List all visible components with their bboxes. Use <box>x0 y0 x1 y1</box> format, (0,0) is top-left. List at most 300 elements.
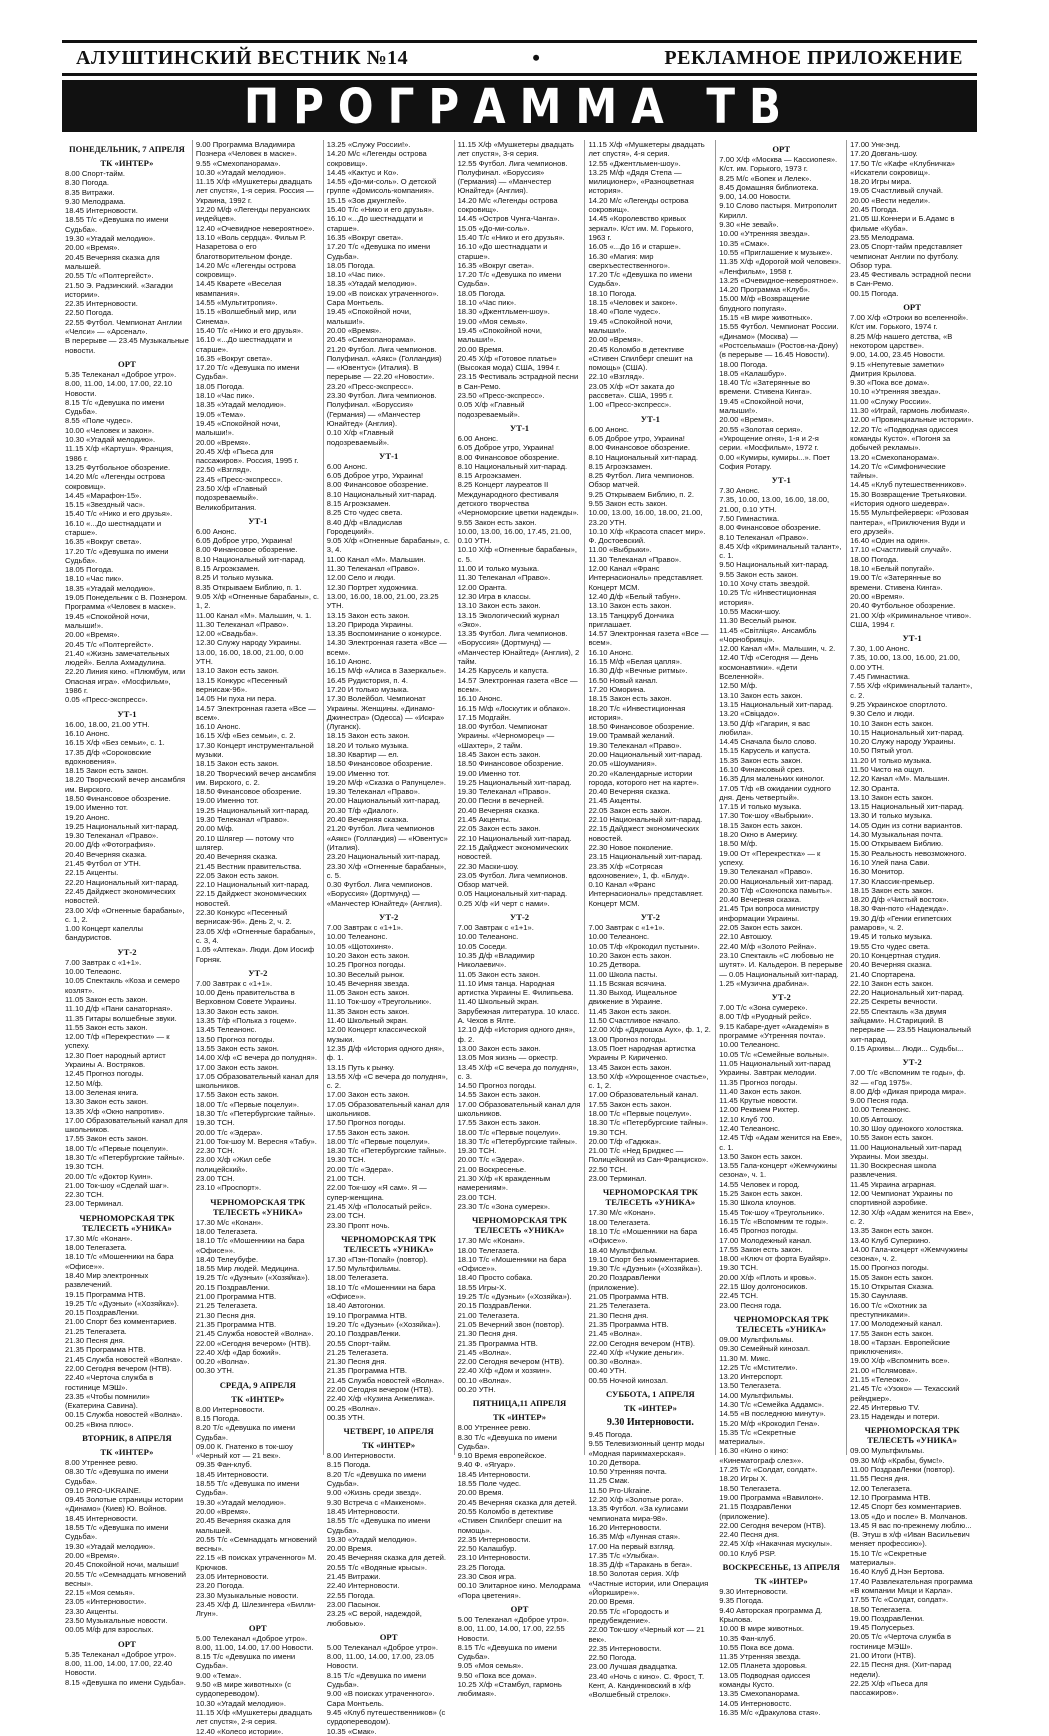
section-heading: ОРТ <box>118 358 136 369</box>
program-entry: 20.00 «Время». <box>65 243 120 253</box>
program-entry: 23.30 Своя игра. <box>457 1572 517 1582</box>
program-entry: 22.15 Дайджест экономических новостей. <box>457 842 569 862</box>
program-entry: 17.55 Закон есть закон. <box>850 1328 934 1338</box>
schedule-column <box>192 140 323 1736</box>
program-entry: 19.00 Именно тот. <box>195 796 259 806</box>
program-entry: 8.10 Национальный хит-парад. <box>195 554 306 564</box>
program-entry: 20.00 Время. <box>457 1488 504 1498</box>
section-heading: ЧЕРНОМОРСКАЯ ТРК ТЕЛЕСЕТЬ «УНИКА» <box>733 1313 829 1334</box>
program-entry: 17.00 Образовательный канал для школьников. <box>65 1115 188 1135</box>
program-entry: 12.10 Программа НТВ. <box>850 1492 931 1502</box>
program-entry: 22.25 Секреты вечности. <box>850 997 938 1007</box>
program-entry: 8.25 М/с «Бопек и Лелек». <box>719 173 812 183</box>
program-entry: 19.00 Именно тот. <box>65 803 128 813</box>
program-entry: 0.05 Х/ф «Главный подозреваемый». <box>457 400 525 419</box>
program-entry: 16.30 Д/ф «Вечные ритмы». <box>588 666 688 676</box>
program-entry: 9.10 Слово пастыря. Митрополит Кирилл. <box>719 201 838 220</box>
program-entry: 18.00 Телегазета. <box>65 1243 127 1253</box>
schedule-column <box>584 140 715 1700</box>
section-heading: ТК «ИНТЕР» <box>100 158 154 168</box>
program-entry: 20.40 Вечерняя сказка. <box>65 849 147 859</box>
program-entry: 19.30 ТСН. <box>195 1118 235 1128</box>
program-entry: 19.30 ТСН. <box>457 1146 497 1156</box>
program-entry: 21.35 Программа НТВ. <box>65 1345 146 1355</box>
section-heading: УТ-1 <box>902 633 922 644</box>
program-entry: 20.55 Т/с «Семнадцать мгновений весны». <box>195 1534 317 1554</box>
program-entry: 23.35 Х/ф «Сотрясая вдохновение», 1, ф. «Блуд». <box>588 861 690 880</box>
program-entry: 8.20 Т/с «Девушка по имени Судьба». <box>326 1469 426 1489</box>
program-entry: 19.10 Программа НТВ. <box>326 1310 408 1320</box>
program-entry: 10.35 Д/ф «Владимир Николаевич». <box>457 950 535 970</box>
program-entry: 5.00 Телеканал «Доброе утро». <box>457 1614 569 1624</box>
program-entry: 20.00 «Время». <box>195 437 251 447</box>
program-entry: 0.10 Канал «Франс Интернасиональ» представляет. Концерт МСМ. <box>588 880 704 908</box>
program-entry: 12.40 «Очевидное невероятное». <box>195 223 315 233</box>
program-entry: 18.15 Закон есть закон. <box>850 885 934 895</box>
program-entry: 20.20 ПоздравЛенки (приложение). <box>588 1273 661 1292</box>
program-entry: 17.30 М/с «Конан». <box>195 1217 264 1227</box>
program-entry: 12.10 Д/ф «История одного дня», ф. 2. <box>457 1025 575 1044</box>
program-entry: 11.10 Д/ф «Пани санаторная». <box>65 1004 173 1014</box>
section-heading: ПОНЕДЕЛЬНИК, 7 АПРЕЛЯ <box>68 144 185 154</box>
program-entry: 19.00 Именно тот. <box>326 768 390 778</box>
program-entry: 18.10 «Час пик». <box>65 574 124 584</box>
program-entry: 19.30 «Угадай мелодию». <box>326 1534 417 1544</box>
program-entry: 16.35 «Вокруг света». <box>195 353 273 363</box>
program-entry: 21.00 «Пслямова». <box>850 1365 918 1375</box>
program-entry: 20.00 Т/ф «Гадюка». <box>588 1136 661 1146</box>
program-entry: 19.30 ТСН. <box>588 1127 628 1137</box>
program-entry: 23.30 Музыкальные новости. <box>195 1590 299 1600</box>
program-entry: 23.45 «Пресс-экспресс». <box>195 474 283 484</box>
program-entry: 20.40 Вечерняя сказка. <box>588 787 671 797</box>
program-entry: 13.10 Закон есть закон. <box>195 666 279 676</box>
program-entry: 23.00 Пасынок. <box>326 1599 381 1609</box>
program-entry: 18.40 Простo собака. <box>457 1273 533 1283</box>
program-entry: 19.30 Телеканал «Право». <box>457 787 551 797</box>
section-heading: УТ-1 <box>248 515 268 526</box>
program-entry: 11.30 Воскресная школа развлечения. <box>850 1161 937 1180</box>
program-entry: 21.05 Ш.Коннери и Б.Адамс в фильме «Куба». <box>850 214 955 233</box>
program-entry: 23.50 «Пресс-экспресс». <box>457 391 545 401</box>
program-entry: 20.45 Х/ф «Готовое платье» (Высокая мода) США, 1994 г. <box>457 353 560 373</box>
program-entry: 17.30 «Пэн-Попай» (повтор). <box>326 1254 428 1264</box>
program-entry: 00.55 Ночной кинозал. <box>588 1375 668 1385</box>
program-entry: 09.00 К. Гнатенко в ток-шоу «Черный кот — 21 век». <box>195 1441 293 1461</box>
program-entry: 14.20 М/с «Легенды острова сокровищ». <box>326 149 427 168</box>
program-entry: 7.00 Х/ф «Отроки во вселенной». К/ст им. Горького, 1974 г. <box>850 313 969 332</box>
program-entry: 17.15 Модгайн. <box>457 712 511 722</box>
program-entry: 20.20 «Календарные истории города, которого нет на карте». <box>588 768 699 787</box>
program-entry: 10.35 Фан-клуб. <box>719 1633 776 1643</box>
program-entry: 14.25 Карусель и капуста. <box>457 666 549 676</box>
program-entry: 10.30 Веселый рынок. <box>326 969 405 979</box>
program-entry: 14.30 Т/с «Семейка Аддамс». <box>719 1400 825 1409</box>
program-entry: 7.50 Гимнастика. <box>719 513 780 523</box>
section-heading: ТК «ИНТЕР» <box>100 1447 154 1457</box>
program-entry: 11.55 Закон есть закон. <box>65 1022 148 1032</box>
masthead <box>62 40 977 76</box>
program-entry: 00.10 Элитарное кино. Мелодрама «Пора цветения». <box>457 1581 581 1600</box>
program-entry: 8.45 Х/ф «Криминальный талант», с. 1. <box>719 541 842 561</box>
program-entry: 8.25 И только музыка. <box>195 573 274 583</box>
program-entry: 21.35 Программа НТВ. <box>588 1319 669 1329</box>
program-entry: 8.45 Домашняя библиотека. <box>719 182 819 192</box>
program-entry: 22.50 Калашбур. <box>457 1544 517 1554</box>
program-entry: 10.35 «Смак». <box>719 238 770 248</box>
program-entry: 9.00 «Тема». <box>195 1670 242 1680</box>
program-entry: 17.00 Унк-энд. <box>850 140 901 149</box>
program-entry: 7.00 Завтрак с «1+1». <box>195 978 273 988</box>
program-entry: 23.05 «Интерновости». <box>65 1597 147 1607</box>
program-entry: 12.30 Служу народу Украины. <box>195 638 302 648</box>
program-entry: 10.20 Закон есть закон. <box>326 950 410 960</box>
program-entry: 14.55 «В последнюю минуту». <box>719 1409 826 1419</box>
program-entry: 23.25 Погода. <box>457 1562 506 1572</box>
program-entry: 11.15 Всякая всячина. <box>588 978 667 988</box>
program-entry: 13.20 Природа Украины. <box>326 619 414 629</box>
program-entry: 9.55 Закон есть закон. <box>719 569 799 579</box>
program-entry: 20.05 «Шоумания». <box>588 759 657 769</box>
program-entry: 12.30 Х/ф «Адам женится на Еве», с. 2. <box>850 1207 974 1226</box>
program-entry: 19.30 «Угадай мелодию». <box>65 1541 156 1551</box>
program-entry: 8.30 Погода. <box>65 178 109 188</box>
program-entry: 19.00 «Моя семья». <box>457 316 528 326</box>
program-entry: 16.35 «Вокруг света». <box>457 260 535 270</box>
program-entry: 20.55 Т/с «Городость и предубеждение». <box>588 1606 669 1625</box>
program-entry: 18.05 Погода. <box>65 565 114 575</box>
program-entry: 15.40 Т/с «Нико и его друзья». <box>65 509 173 519</box>
program-entry: 16.35 М/ф «Лунная стая». <box>588 1532 681 1542</box>
program-entry: 15.55 Мультфейерверк: «Розовая пантера», «Приключения Вуди и его друзей». <box>850 508 969 536</box>
program-entry: 19.25 Т/с «Дуэньи» («Хозяйка»). <box>457 1292 572 1302</box>
program-entry: 18.10 Т/с «Мошенники на бара «Офисе»». <box>326 1282 436 1302</box>
program-entry: 20.55 «Золотая серия». «Укрощение огня», 1-я и 2-я серии. «Мосфильм», 1972 г. <box>719 424 819 453</box>
program-entry: 18.50 Золотая серия. Х/ф «Частные истории, или Операция «Йоркшире»». <box>588 1569 709 1598</box>
program-entry: 8.00 Интерновости. <box>195 1404 265 1414</box>
program-entry: 13.50 Закон есть закон. <box>719 1151 803 1161</box>
program-entry: 21.05 Вечерний звон (повтор). <box>457 1319 565 1329</box>
program-entry: 14.55 «До-ми-соль». О детской группе «Домисоль-компания». <box>326 177 437 196</box>
program-entry: 14.30 Электронная газета «Все — всем». <box>326 638 447 657</box>
program-entry: 14.57 Электронная газета «Все — всем». <box>457 675 578 694</box>
program-entry: 13.55 Х/ф «С вечера до полудня», с. 2. <box>326 1071 448 1091</box>
program-entry: 12.00 Село и люди. <box>326 573 396 583</box>
program-entry: 8.00 Утреннее ревю. <box>65 1458 138 1467</box>
program-entry: 21.00 ТСН. <box>326 1174 366 1184</box>
tv-program-logo-text: ПРОГРАММА ТВ <box>243 77 796 135</box>
program-entry: 20.45 Х/ф «Пьеса для пассажиров». Россия, 1995 г. <box>195 446 299 466</box>
program-entry: 11.35 Закон есть закон. <box>326 1006 410 1016</box>
program-entry: 18.40 «Поле чудес». <box>588 307 661 317</box>
program-entry: 13.10 Закон есть закон. <box>588 601 672 611</box>
program-entry: 17.30 М/с «Конан». <box>65 1233 133 1243</box>
program-entry: 13.10 Закон есть закон. <box>719 690 803 700</box>
program-entry: 19.30 Д/ф «Гении египетских рамаров», ч. 2. <box>850 913 952 933</box>
program-entry: 22.00 Ток-шоу «Черный кот — 21 век». <box>588 1625 705 1644</box>
section-heading: УТ-2 <box>509 912 530 923</box>
program-entry: 10.50 Утренняя почта. <box>588 1467 667 1477</box>
program-entry: 14.20 М/с «Легенды острова сокровищ». <box>65 472 166 491</box>
highlight-entry: 9.30 Интерновости. <box>606 1417 694 1428</box>
program-entry: 22.30 Маски-шоу. <box>457 861 519 871</box>
program-entry: 12.00 «Свадьба». <box>195 629 258 639</box>
program-entry: 13.00 Зеленая книга. <box>65 1087 139 1097</box>
program-entry: 00.30 УТН. <box>195 1366 235 1376</box>
program-entry: 22.00 Сегодня вечером (НТВ). <box>457 1357 565 1367</box>
program-entry: 19.30 «Угадай мелодию». <box>65 234 156 244</box>
program-entry: 19.45 «Спокойной ночи, малыши!». <box>719 396 804 416</box>
program-entry: 19.15 Программа НТВ. <box>65 1289 146 1299</box>
program-entry: 12.50 М/ф. <box>65 1078 103 1088</box>
program-entry: 13.25 Футбольное обозрение. <box>65 462 171 472</box>
program-entry: 00.40 УТН. <box>588 1366 627 1376</box>
program-entry: 10.00 Телеаонс. <box>65 967 122 977</box>
program-entry: 18.50 М/ф. <box>719 839 758 849</box>
program-entry: 12.45 Спорт без комментариев. <box>850 1502 962 1512</box>
program-entry: 16.15 Х/ф «Без семьи», с. 1. <box>65 738 165 748</box>
program-entry: 18.20 Окно в Америку. <box>719 830 798 840</box>
program-entry: 7.00 Х/ф «Москва — Кассиопея». К/ст. им. Горького, 1973 г. <box>719 155 838 174</box>
program-entry: 22.10 Национальный хит-парад. <box>588 815 703 825</box>
program-entry: 16.10 «До шестнадцати и старше». <box>457 242 548 261</box>
program-entry: 8.15 Агроэкзамен. <box>326 498 391 508</box>
section-heading: ТК «ИНТЕР» <box>754 1576 808 1587</box>
program-entry: 11.40 Школьный экран. Зарубежная литература. 10 класс. А. Чехов в Ялте. <box>457 997 580 1026</box>
program-entry: 18.55 Т/с «Девушка по имени Судьба». <box>326 1516 431 1535</box>
program-entry: 23.10 «Проспорт». <box>195 1183 262 1193</box>
program-entry: 13.35 Футбол. Лига чемпионов. «Боруссия» (Дортмунд) — «Манчестер Юнайтед» (Англия), 2 тайм. <box>457 629 580 667</box>
program-entry: 10.00, 13.00, 16.00, 18.00, 21.00, 23.20 УТН. <box>588 508 703 527</box>
program-entry: 8.00, 11.00, 14.00, 17.00, 22.10 Новости. <box>65 379 173 398</box>
section-heading: ЧЕРНОМОРСКАЯ ТРК ТЕЛЕСЕТЬ «УНИКА» <box>79 1212 175 1233</box>
program-entry: 6.05 Доброе утро, Украина! <box>195 536 293 546</box>
program-entry: 20.45 Вечерняя сказка для малышей. <box>195 1516 291 1535</box>
program-entry: 23.30 Т/с «Зона сумерек». <box>457 1201 550 1211</box>
program-entry: 18.55 Игры-Х. <box>457 1282 507 1292</box>
program-entry: 23.35 «Чтобы помнили» (Екатерина Савина). <box>65 1391 150 1411</box>
program-entry: 18.30 Т/с «Петербургские тайны». <box>65 1152 185 1162</box>
program-entry: 21.00 Программа НТВ. <box>195 1292 277 1302</box>
program-entry: 5.35 Телеканал «Доброе утро». <box>65 369 177 379</box>
program-entry: 17.55 Закон есть закон. <box>588 1099 672 1109</box>
program-entry: 20.00 Т/с «Доктор Куин». <box>65 1171 153 1181</box>
program-entry: 21.50 Э. Радзинский. «Загадки истории». <box>65 280 173 299</box>
program-entry: 19.25 Национальный хит-парад. <box>457 777 572 787</box>
program-entry: 18.30 Т/с «Петербургские тайны». <box>588 1118 708 1128</box>
program-entry: 1.25 «Музична драбина». <box>719 978 810 988</box>
program-entry: 23.05 Футбол. Лига чемпионов. Обзор матчей. <box>457 870 568 890</box>
bullet-separator: • <box>532 45 541 70</box>
program-entry: 21.35 Программа НТВ. <box>326 1366 408 1376</box>
section-heading: ТК «ИНТЕР» <box>231 1393 285 1404</box>
section-heading: УТ-2 <box>640 912 660 923</box>
program-entry: 17.55 Закон есть закон. <box>719 1244 803 1254</box>
program-entry: 20.15 ПоздравЛенки. <box>457 1301 532 1311</box>
program-entry: 15.15 «В мире животных». <box>719 313 813 323</box>
program-entry: 11.30 Телеканал «Право». <box>326 564 420 574</box>
program-entry: 8.00 Спорт-тайм. <box>65 169 125 178</box>
section-heading: ТК «ИНТЕР» <box>362 1440 416 1451</box>
program-entry: 8.25 Концерт лауреатов II Международного фестиваля детского творчества «Черноморские цветки надежды». <box>457 480 579 518</box>
program-entry: 16.35 Для маленьких кинолог. <box>719 774 825 784</box>
program-entry: 00.15 Погода. <box>850 288 899 298</box>
program-entry: 14.00 Гала-концерт «Жемчужины сезона», ч. 2. <box>850 1244 968 1264</box>
program-entry: 16.40 «Один на один». <box>850 536 930 546</box>
program-entry: 18.50 Финансовое обозрение. <box>65 794 171 803</box>
program-entry: 8.00, 11.00, 14.00, 17.00, 23.05 Новости. <box>326 1652 434 1671</box>
program-entry: 18.45 Интерновости. <box>457 1469 531 1479</box>
program-entry: 00.05 М/ф для взрослых. <box>65 1625 154 1635</box>
program-entry: 15.15 «Волшебный мир, или Синема». <box>195 307 297 326</box>
program-entry: 12.00 Реквием Рихтер. <box>719 1105 800 1115</box>
program-entry: 22.00 Ток-шоу «Я сам». Я — супер-женщина. <box>326 1183 427 1202</box>
program-entry: 8.25 Футбол. Лига чемпионов. Обзор матчей. <box>588 471 695 490</box>
program-entry: 8.00 Финансовое обозрение. <box>719 523 821 533</box>
program-entry: 12.00 Оранта. <box>457 582 507 592</box>
program-entry: 14.57 Электронная газета «Все — всем». <box>195 703 316 722</box>
program-entry: 18.00 Телегазета. <box>457 1245 520 1255</box>
program-entry: 13.40 Клуб Суперкино. <box>850 1235 931 1245</box>
program-entry: 6.05 Доброе утро, Украина! <box>457 443 555 453</box>
program-entry: 20.45 «Смехопанорама». <box>326 335 416 345</box>
program-entry: 19.30 Телеканал «Право». <box>195 815 290 825</box>
program-entry: 18.00 Т/с «Первые поцелуи». <box>326 1136 430 1146</box>
program-entry: 11.35 Гитары волшебные звуки. <box>65 1013 177 1023</box>
program-entry: 18.20 Д/ф «Чистый восток». <box>850 895 949 905</box>
program-entry: 22.40 Интерновости. <box>326 1581 400 1591</box>
program-entry: 20.00 Национальный хит-парад. <box>719 876 834 886</box>
program-entry: 14.20 Программа «Клуб». <box>719 285 810 295</box>
program-entry: 8.10 Национальный хит-парад. <box>326 489 437 499</box>
program-entry: 20.05 Т/с «Черточа служба в гостинице МЭШ». <box>850 1632 952 1651</box>
program-entry: 0.30 Футбол. Лига чемпионов. «Боруссия» (Дортмунд) — «Манчестер Юнайтед» (Англия). <box>326 880 443 908</box>
program-entry: 00.20 УТН. <box>457 1385 496 1394</box>
program-entry: 8.00, 11.00, 14.00, 17.00, 22.40 Новости. <box>65 1658 173 1678</box>
program-entry: 20.10 ПоздравЛенки. <box>326 1329 401 1339</box>
program-entry: 17.55 Закон есть закон. <box>326 1127 410 1137</box>
program-entry: 8.25 М/ф нашего детства, «В некотором царстве». <box>850 331 953 350</box>
program-entry: 21.45 Акценты. <box>457 815 511 825</box>
program-entry: 15.30 Реальность невозможного. <box>850 848 967 858</box>
program-entry: 20.40 Вечерняя сказка. <box>457 805 540 815</box>
section-heading: УТ-2 <box>379 912 399 923</box>
program-entry: 20.00 Т/с «Эдера». <box>457 1155 525 1165</box>
program-entry: 16.10 Анонс. <box>588 647 634 657</box>
program-entry: 18.35 «Угадай мелодию». <box>195 400 286 410</box>
program-entry: 19.05 Счастливый случай. <box>850 186 944 196</box>
program-entry: 18.00 «Тарзан. Европейские приключения». <box>850 1337 950 1357</box>
program-entry: 23.45 Фестиваль эстрадной песни в Сан-Ремо. <box>850 270 971 289</box>
program-entry: 10.00 Телеанонс. <box>326 932 388 942</box>
program-entry: 8.15 Т/с «Девушка по имени Судьба». <box>65 397 165 417</box>
program-entry: 21.30 Песня дня. <box>457 1329 518 1339</box>
program-entry: 18.50 Телегазета. <box>850 1604 912 1614</box>
program-entry: 18.05 «Калашбур». <box>719 368 787 378</box>
program-entry: 18.30 Т/с «Петербургские тайны». <box>326 1146 447 1156</box>
program-entry: 12.20 Х/ф «Золотые рога». <box>588 1495 684 1505</box>
program-entry: 20.00 «Время». <box>326 325 382 335</box>
program-entry: 21.00 Х/ф «Криминальное чтиво». США, 1994 г. <box>850 610 972 629</box>
section-heading: ОРТ <box>903 302 921 313</box>
program-entry: 17.55 Закон есть закон. <box>195 1090 279 1100</box>
program-entry: 8.15 Агроэкзамен. <box>588 461 653 471</box>
program-entry: 9.05 «Моя семья». <box>457 1661 524 1671</box>
program-entry: 13.45 Х/ф «С вечера до полудня», с. 3. <box>457 1062 579 1081</box>
program-entry: 10.55 «Приглашение к музыке». <box>719 247 833 257</box>
section-heading: УТ-1 <box>509 422 530 433</box>
program-entry: 7.30 Анонс. <box>719 486 760 496</box>
program-entry: 8.15 Т/с «Девушка по имени Судьба». <box>457 1642 557 1662</box>
program-entry: 21.45 Служба новостей «Волна». <box>195 1329 314 1339</box>
section-heading: УТ-2 <box>771 992 791 1003</box>
program-entry: 18.10 «Белый попугай». <box>850 564 935 574</box>
program-entry: 16.10 «...До шестнадцати и старше». <box>65 518 162 537</box>
program-entry: 9.15 Кабаре-дует «Академія» в программе «Утренняя почта». <box>719 1021 829 1041</box>
program-entry: 22.20 Национальный хит-парад. <box>850 988 964 998</box>
program-entry: 20.40 Вечерняя сказка. <box>850 960 932 970</box>
program-entry: 19.00 Т/с «Затерянные во времени. Стивена Кинга». <box>850 573 943 592</box>
program-entry: 20.00 «Время». <box>65 630 120 640</box>
program-entry: 8.15 Т/с «Девушка по имени Судьба». <box>326 1670 426 1690</box>
program-entry: 18.15 «Человек и закон». <box>588 298 678 308</box>
program-entry: 9.00 Песня года. <box>850 1096 909 1106</box>
program-entry: 18.50 Финансовое обозрение. <box>588 722 695 732</box>
program-entry: 23.00 ТСН. <box>457 1192 497 1202</box>
program-entry: 11.45 «Світліця». Ансамбль «Чорнобривці». <box>719 625 817 644</box>
program-entry: 8.15 Агроэкзамен. <box>457 471 522 481</box>
program-entry: 18.10 «Час пик». <box>326 270 386 280</box>
program-entry: 11.35 Х/ф «Дорогой мой человек». «Ленфильм», 1958 г. <box>719 257 841 276</box>
section-heading: СРЕДА, 9 АПРЕЛЯ <box>219 1379 296 1390</box>
program-entry: 11.00 И только музыка. <box>457 564 540 574</box>
program-entry: 19.25 Т/с «Дуэньи» («Хозяйка»). <box>195 1273 310 1283</box>
program-entry: 17.15 И только музыка. <box>719 802 802 812</box>
program-entry: 19.45 И только музыка. <box>850 932 933 942</box>
program-entry: 15.40 Т/с «Нико и его друзья». <box>457 232 565 242</box>
program-entry: 17.55 Закон есть закон. <box>457 1118 541 1128</box>
program-entry: 14.20 М/с «Легенды острова сокровищ». <box>195 260 296 280</box>
program-entry: 10.05 Соседи. <box>457 941 508 951</box>
program-entry: 9.45 Погода. <box>588 1430 633 1439</box>
program-entry: 11.50 Pro-Ukraine. <box>588 1485 652 1495</box>
program-entry: 9.30 «Пока все дома». <box>850 378 930 388</box>
program-entry: 1.05 «Аптека». Люди. Дом Иосиф Горняк. <box>195 945 315 964</box>
program-entry: 11.30 Телеканал «Право». <box>457 573 551 583</box>
program-entry: 9.35 Погода. <box>719 1596 764 1606</box>
program-entry: 10.05 Т/ф «Крокодил пустыни». <box>588 941 700 951</box>
program-entry: 09.00 Мультфильмы. <box>850 1446 925 1456</box>
program-entry: 22.45 ТСН. <box>719 1291 759 1301</box>
program-entry: 7.30, 1.00 Анонс. <box>850 644 910 654</box>
program-entry: 16.30 «Кино о кино: «Кинематограф слез»». <box>719 1446 804 1465</box>
program-entry: 21.00 Воскресенье. <box>457 1164 527 1174</box>
program-entry: 14.55 Человек и город. <box>719 1179 800 1189</box>
program-entry: 9.00, 14.00, 23.45 Новости. <box>850 350 945 360</box>
program-entry: 18.00 Телегазета. <box>588 1217 651 1227</box>
program-entry: 9.25 Украинское спортлото. <box>850 699 948 709</box>
program-entry: 10.05 «Щотохиня». <box>326 941 394 951</box>
program-entry: 10.00, 13.00, 16.00, 17.45, 21.00, 0.10 УТН. <box>457 526 572 546</box>
program-entry: 18.50 Финансовое обозрение. <box>326 759 433 769</box>
program-entry: 11.40 Школьный экран. <box>326 1016 409 1026</box>
program-entry: 22.15 «В поисках утраченного» М. Крючков. <box>195 1553 317 1572</box>
program-entry: 00.10 Клуб PSP. <box>719 1548 776 1558</box>
section-heading: ЧЕРНОМОРСКАЯ ТРК ТЕЛЕСЕТЬ «УНИКА» <box>210 1196 306 1217</box>
program-entry: 13.45 Телеанонс. <box>195 1025 257 1035</box>
program-entry: 8.10 Национальный хит-парад. <box>588 452 699 462</box>
program-entry: В перерыве — 23.45 Музыкальные новости. <box>65 336 189 355</box>
